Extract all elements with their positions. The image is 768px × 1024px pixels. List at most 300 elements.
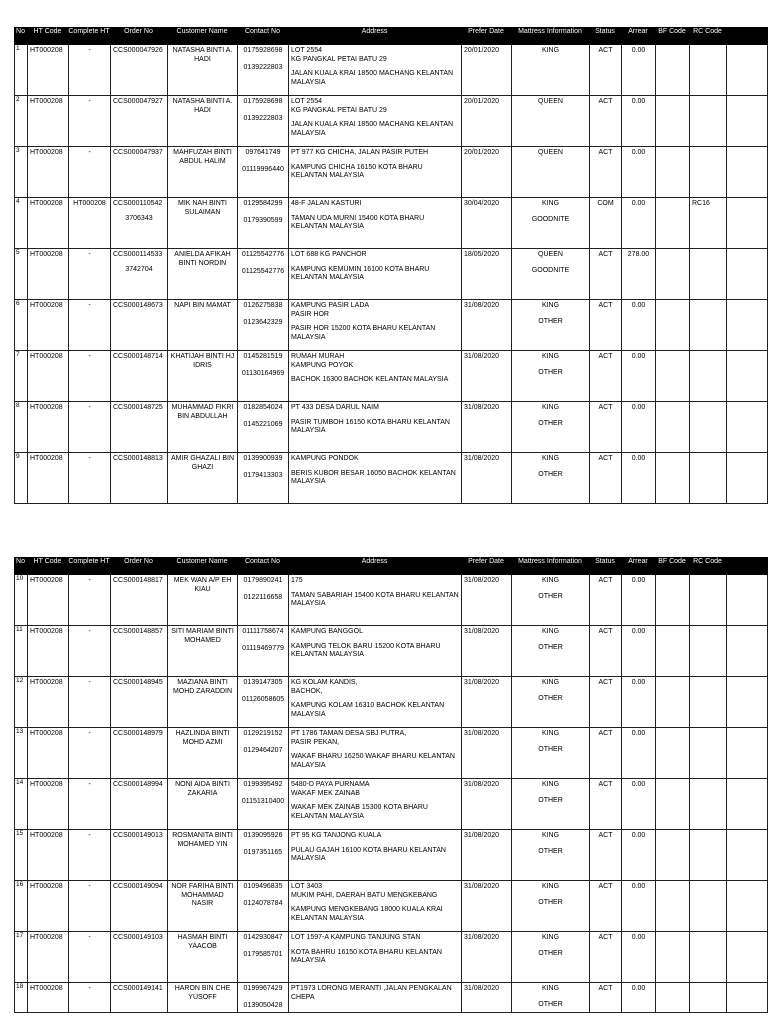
mattress-info-cell [511, 626, 589, 676]
table-row [14, 198, 768, 249]
header-ht-code: HT Code [33, 558, 62, 565]
address-line-3: BACHOK 16300 BACHOK KELANTAN MALAYSIA [291, 376, 449, 383]
row-number: 11 [14, 626, 27, 676]
spacer [240, 790, 286, 798]
mattress-brand: OTHER [538, 1000, 563, 1008]
rc-code-cell [689, 626, 726, 676]
ht-code-cell: HT000208 [27, 830, 68, 880]
blank-cell [726, 932, 768, 982]
prefer-date-cell: 20/01/2020 [461, 45, 511, 95]
blank-cell [726, 677, 768, 727]
address-line-3: TAMAN SABARIAH 15400 KOTA BHARU KELANTAN MALAYSIA [291, 591, 459, 607]
order-no-cell [110, 575, 167, 625]
header-bf-code: BF Code [658, 558, 686, 565]
ht-code-cell: HT000208 [27, 198, 68, 248]
table-row [14, 249, 768, 300]
address-line-3: KAMPUNG MENGKEBANG 18000 KUALA KRAI KELANTAN MALAYSIA [291, 906, 443, 922]
mattress-size: KING [541, 883, 560, 890]
blank-cell [726, 728, 768, 778]
contact-no-cell [237, 96, 288, 146]
status-cell: ACT [589, 677, 621, 727]
header-status: Status [595, 28, 615, 35]
address-cell [288, 983, 461, 1012]
mattress-size: KING [541, 200, 560, 207]
mattress-size: QUEEN [538, 149, 563, 156]
address-cell [288, 300, 461, 350]
address-line-1: LOT 1597-A KAMPUNG TANJUNG STAN [291, 934, 421, 941]
address-line-2: KG PANGKAL PETAI BATU 29 [291, 106, 387, 114]
row-number: 4 [14, 198, 27, 248]
rc-code-cell [689, 45, 726, 95]
spacer [113, 841, 165, 847]
header-mattress-information: Mattress Information [518, 28, 582, 35]
status-cell: ACT [589, 351, 621, 401]
address-cell [288, 453, 461, 503]
spacer [240, 464, 286, 472]
header-order-no: Order No [124, 28, 153, 35]
blank-cell [726, 147, 768, 197]
order-no-cell [110, 300, 167, 350]
spacer [514, 158, 587, 165]
address-line-2: WAKAF MEK ZAINAB [291, 789, 360, 797]
address-cell [288, 147, 461, 197]
arrear-cell: 0.00 [621, 677, 655, 727]
order-no: CCS000148994 [113, 781, 163, 788]
customer-name-cell: ANIELDA AFIKAH BINTI NORDIN [167, 249, 237, 299]
contact-no-cell [237, 300, 288, 350]
spacer [514, 311, 587, 318]
address-line-3: TAMAN UDA MURNI 15400 KOTA BHARU KELANTAN MALAYSIA [291, 214, 425, 230]
contact-secondary: 0197351165 [243, 848, 283, 856]
blank-cell [726, 881, 768, 931]
status-cell: ACT [589, 575, 621, 625]
complete-ht-cell: - [68, 677, 110, 727]
blank-cell [726, 830, 768, 880]
row-number: 6 [14, 300, 27, 350]
contact-secondary: 0179390599 [243, 216, 283, 224]
contact-primary: 0199395492 [243, 781, 283, 788]
spacer [240, 56, 286, 64]
mattress-info-cell [511, 198, 589, 248]
mattress-brand: OTHER [538, 419, 563, 427]
complete-ht-cell: - [68, 402, 110, 452]
complete-ht-cell: - [68, 249, 110, 299]
table-row [14, 677, 768, 728]
rc-code-cell [689, 779, 726, 829]
rc-code-cell [689, 575, 726, 625]
ht-code-cell: HT000208 [27, 677, 68, 727]
row-number: 15 [14, 830, 27, 880]
prefer-date-cell: 31/08/2020 [461, 453, 511, 503]
rc-code-cell [689, 983, 726, 1012]
mattress-size: QUEEN [538, 251, 563, 258]
row-number: 2 [14, 96, 27, 146]
prefer-date-cell: 31/08/2020 [461, 983, 511, 1012]
contact-no-cell [237, 983, 288, 1012]
header-rc-code: RC Code [693, 28, 722, 35]
arrear-cell: 0.00 [621, 351, 655, 401]
address-cell [288, 830, 461, 880]
complete-ht-cell: - [68, 830, 110, 880]
arrear-cell: 0.00 [621, 779, 655, 829]
arrear-cell: 0.00 [621, 300, 655, 350]
spacer [113, 637, 165, 643]
order-no: CCS000047937 [113, 149, 163, 156]
customer-name-cell: ROSMANITA BINTI MOHAMED YIN [167, 830, 237, 880]
prefer-date-cell: 31/08/2020 [461, 728, 511, 778]
spacer [240, 311, 286, 319]
table-row [14, 932, 768, 983]
contact-secondary: 01119996440 [242, 165, 284, 173]
mattress-brand: OTHER [538, 694, 563, 702]
row-number: 18 [14, 983, 27, 1012]
prefer-date-cell: 20/01/2020 [461, 96, 511, 146]
header-blank [726, 27, 768, 45]
row-number: 5 [14, 249, 27, 299]
mattress-size: KING [541, 679, 560, 686]
contact-secondary: 0139222803 [243, 114, 283, 122]
spacer [113, 56, 165, 62]
blank-cell [726, 453, 768, 503]
spacer [240, 362, 286, 370]
complete-ht-cell: - [68, 96, 110, 146]
spacer [113, 892, 165, 898]
order-no-cell [110, 45, 167, 95]
spacer [113, 107, 165, 113]
order-ref: 3706343 [125, 214, 153, 222]
mattress-info-cell [511, 881, 589, 931]
prefer-date-cell: 31/08/2020 [461, 402, 511, 452]
header-contact-no: Contact No [244, 28, 281, 35]
order-no-cell [110, 677, 167, 727]
arrear-cell: 0.00 [621, 881, 655, 931]
address-cell [288, 779, 461, 829]
address-cell [288, 198, 461, 248]
mattress-info-cell [511, 728, 589, 778]
rc-code-cell [689, 300, 726, 350]
header-bf-code: BF Code [658, 28, 686, 35]
order-no-cell [110, 249, 167, 299]
complete-ht-cell: - [68, 881, 110, 931]
mattress-brand: OTHER [538, 898, 563, 906]
mattress-brand: OTHER [538, 643, 563, 651]
order-no: CCS000149013 [113, 832, 163, 839]
rc-code-cell [689, 96, 726, 146]
address-cell [288, 626, 461, 676]
table-row [14, 626, 768, 677]
bf-code-cell [655, 779, 689, 829]
customer-name-cell: SITI MARIAM BINTI MOHAMED [167, 626, 237, 676]
contact-no-cell [237, 779, 288, 829]
mattress-brand: OTHER [538, 847, 563, 855]
contact-primary: 0129584299 [243, 200, 283, 207]
rc-code-cell [689, 351, 726, 401]
contact-no-cell [237, 575, 288, 625]
arrear-cell: 0.00 [621, 575, 655, 625]
bf-code-cell [655, 45, 689, 95]
header-ht-code: HT Code [33, 28, 62, 35]
contact-secondary: 0124078784 [243, 899, 283, 907]
address-cell [288, 351, 461, 401]
spacer [240, 943, 286, 951]
contact-primary: 0139900939 [243, 455, 283, 462]
ht-code-cell: HT000208 [27, 728, 68, 778]
bf-code-cell [655, 300, 689, 350]
address-line-2: PASIR HOR [291, 310, 329, 318]
rc-code-cell [689, 402, 726, 452]
address-line-3: KAMPUNG KOLAM 16310 BACHOK KELANTAN MALAYSIA [291, 702, 445, 718]
mattress-info-cell [511, 147, 589, 197]
arrear-cell: 0.00 [621, 147, 655, 197]
prefer-date-cell: 31/08/2020 [461, 575, 511, 625]
contact-secondary: 0179413303 [243, 471, 283, 479]
mattress-info-cell [511, 351, 589, 401]
row-number: 3 [14, 147, 27, 197]
address-cell [288, 96, 461, 146]
spacer [514, 413, 587, 420]
table-row [14, 96, 768, 147]
header-no: No [16, 28, 25, 35]
address-line-3: WAKAF BHARU 16250 WAKAF BHARU KELANTAN MALAYSIA [291, 753, 455, 769]
header-blank [726, 557, 768, 575]
mattress-info-cell [511, 983, 589, 1012]
complete-ht-cell: - [68, 351, 110, 401]
mattress-info-cell [511, 402, 589, 452]
ht-code-cell: HT000208 [27, 300, 68, 350]
address-line-3: PASIR HOR 15200 KOTA BHARU KELANTAN MALAYSIA [291, 325, 436, 341]
spacer [240, 892, 286, 900]
complete-ht-cell: - [68, 983, 110, 1012]
mattress-brand: OTHER [538, 949, 563, 957]
rc-code-cell [689, 677, 726, 727]
contact-primary: 0199967429 [243, 985, 283, 992]
row-number: 12 [14, 677, 27, 727]
blank-cell [726, 96, 768, 146]
address-line-2: MUKIM PAHI, DAERAH BATU MENGKEBANG [291, 891, 438, 899]
rc-code-cell [689, 728, 726, 778]
customer-name-cell: HASMAH BINTI YAACOB [167, 932, 237, 982]
status-cell: ACT [589, 249, 621, 299]
spacer [240, 158, 286, 166]
row-number: 1 [14, 45, 27, 95]
rc-code-cell: RC16 [689, 198, 726, 248]
bf-code-cell [655, 402, 689, 452]
arrear-cell: 0.00 [621, 830, 655, 880]
status-cell: ACT [589, 779, 621, 829]
bf-code-cell [655, 728, 689, 778]
header-mattress-information: Mattress Information [518, 558, 582, 565]
order-no-cell [110, 96, 167, 146]
status-cell: ACT [589, 96, 621, 146]
address-line-1: KAMPUNG BANGGOL [291, 628, 363, 635]
address-cell [288, 575, 461, 625]
order-no: CCS000148725 [113, 404, 163, 411]
spacer [240, 688, 286, 696]
spacer [514, 841, 587, 848]
contact-secondary: 0139050428 [243, 1001, 283, 1009]
mattress-brand: GOODNITE [531, 215, 570, 223]
arrear-cell: 0.00 [621, 983, 655, 1012]
spacer [514, 739, 587, 746]
ht-code-cell: HT000208 [27, 96, 68, 146]
address-line-3: KOTA BAHRU 16150 KOTA BHARU KELANTAN MALAYSIA [291, 948, 442, 964]
header-no: No [16, 558, 25, 565]
contact-secondary: 0122116658 [243, 593, 283, 601]
contact-no-cell [237, 249, 288, 299]
contact-no-cell [237, 453, 288, 503]
order-no: CCS000148857 [113, 628, 163, 635]
rc-code-cell [689, 932, 726, 982]
order-no-cell [110, 351, 167, 401]
order-no: CCS000110542 [113, 200, 163, 207]
mattress-brand: OTHER [538, 745, 563, 753]
rc-code-cell [689, 881, 726, 931]
contact-no-cell [237, 881, 288, 931]
customer-name-cell: NONI AIDA BINTI ZAKARIA [167, 779, 237, 829]
order-no: CCS000148714 [113, 353, 163, 360]
mattress-size: KING [541, 934, 560, 941]
order-no: CCS000148817 [113, 577, 163, 584]
contact-primary: 0139147305 [243, 679, 283, 686]
arrear-cell: 0.00 [621, 626, 655, 676]
order-ref: 3742704 [125, 265, 153, 273]
mattress-size: KING [541, 455, 560, 462]
blank-cell [726, 779, 768, 829]
address-line-1: 48-F JALAN KASTURI [291, 200, 362, 207]
address-line-3: PASIR TUMBOH 16150 KOTA BHARU KELANTAN MALAYSIA [291, 418, 450, 434]
address-line-1: 5480-D PAYA PURNAMA [291, 781, 370, 788]
contact-no-cell [237, 728, 288, 778]
arrear-cell: 0.00 [621, 728, 655, 778]
row-number: 8 [14, 402, 27, 452]
mattress-size: QUEEN [538, 98, 563, 105]
ht-code-cell: HT000208 [27, 249, 68, 299]
status-cell: ACT [589, 45, 621, 95]
status-cell: ACT [589, 932, 621, 982]
arrear-cell: 0.00 [621, 453, 655, 503]
bf-code-cell [655, 830, 689, 880]
mattress-info-cell [511, 932, 589, 982]
status-cell: ACT [589, 728, 621, 778]
address-line-3: BERIS KUBOR BESAR 16050 BACHOK KELANTAN MALAYSIA [291, 469, 456, 485]
contact-primary: 0179890241 [243, 577, 283, 584]
ht-code-cell: HT000208 [27, 779, 68, 829]
address-line-1: PT1973 LORONG MERANTI ,JALAN PENGKALAN CHEPA [291, 985, 452, 1001]
contact-primary: 0109496835 [243, 883, 283, 890]
spacer [113, 994, 165, 1000]
order-no: CCS000148813 [113, 455, 163, 462]
address-line-3: WAKAF MEK ZAINAB 15300 KOTA BHARU KELANTAN MALAYSIA [291, 804, 428, 820]
bf-code-cell [655, 575, 689, 625]
order-no: CCS000047926 [113, 47, 163, 54]
arrear-cell: 0.00 [621, 932, 655, 982]
contact-secondary: 01130164969 [241, 369, 285, 377]
order-no-cell [110, 453, 167, 503]
complete-ht-cell: - [68, 626, 110, 676]
customer-name-cell: MUHAMMAD FIKRI BIN ABDULLAH [167, 402, 237, 452]
table-header-row [14, 557, 768, 575]
row-number: 16 [14, 881, 27, 931]
table-row [14, 779, 768, 830]
order-no: CCS000149103 [113, 934, 163, 941]
mattress-info-cell [511, 575, 589, 625]
address-line-1: KG KOLAM KANDIS, [291, 679, 358, 686]
mattress-brand: OTHER [538, 592, 563, 600]
address-cell [288, 402, 461, 452]
arrear-cell: 0.00 [621, 198, 655, 248]
address-line-1: LOT 2554 [291, 47, 323, 54]
customer-name-cell: NATASHA BINTI A. HADI [167, 96, 237, 146]
spacer [113, 413, 165, 419]
spacer [113, 311, 165, 317]
prefer-date-cell: 20/01/2020 [461, 147, 511, 197]
table-row [14, 453, 768, 504]
address-line-1: PT 977 KG CHICHA, JALAN PASIR PUTEH [291, 149, 429, 156]
blank-cell [726, 626, 768, 676]
contact-primary: 01125542776 [241, 251, 285, 258]
mattress-info-cell [511, 96, 589, 146]
mattress-brand: OTHER [538, 368, 563, 376]
spacer [514, 943, 587, 950]
customer-name-cell: MEK WAN A/P EH KIAU [167, 575, 237, 625]
mattress-size: KING [541, 985, 560, 992]
contact-no-cell [237, 932, 288, 982]
bf-code-cell [655, 147, 689, 197]
address-line-2: BACHOK, [291, 687, 323, 695]
order-no-cell [110, 198, 167, 248]
spacer [113, 362, 165, 368]
contact-primary: 0129219152 [243, 730, 283, 737]
ht-code-cell: HT000208 [27, 575, 68, 625]
rc-code-cell [689, 453, 726, 503]
contact-no-cell [237, 402, 288, 452]
table-row [14, 728, 768, 779]
status-cell: ACT [589, 881, 621, 931]
bf-code-cell [655, 198, 689, 248]
customer-name-cell: NATASHA BINTI A. HADI [167, 45, 237, 95]
contact-primary: 0182854024 [243, 404, 283, 411]
blank-cell [726, 983, 768, 1012]
address-line-1: 175 [291, 577, 303, 584]
contact-secondary: 0145221069 [243, 420, 283, 428]
order-no: CCS000148673 [113, 302, 163, 309]
mattress-size: KING [541, 832, 560, 839]
customer-name-cell: MIK NAH BINTI SULAIMAN [167, 198, 237, 248]
contact-primary: 0126275838 [243, 302, 283, 309]
order-no-cell [110, 830, 167, 880]
address-line-3: KAMPUNG CHICHA 16150 KOTA BHARU KELANTAN MALAYSIA [291, 163, 423, 179]
status-cell: ACT [589, 453, 621, 503]
mattress-size: KING [541, 577, 560, 584]
mattress-size: KING [541, 628, 560, 635]
mattress-brand: OTHER [538, 470, 563, 478]
header-arrear: Arrear [628, 558, 648, 565]
address-line-2: PASIR PEKAN, [291, 738, 340, 746]
table-row [14, 983, 768, 1013]
row-number: 13 [14, 728, 27, 778]
spacer [240, 586, 286, 594]
contact-secondary: 0139222803 [243, 63, 283, 71]
address-line-1: KAMPUNG PONDOK [291, 455, 359, 462]
spacer [514, 790, 587, 797]
address-cell [288, 677, 461, 727]
table-row [14, 147, 768, 198]
row-number: 7 [14, 351, 27, 401]
arrear-cell: 278.00 [621, 249, 655, 299]
table-row [14, 575, 768, 626]
contact-secondary: 01126058605 [241, 695, 285, 703]
bf-code-cell [655, 881, 689, 931]
